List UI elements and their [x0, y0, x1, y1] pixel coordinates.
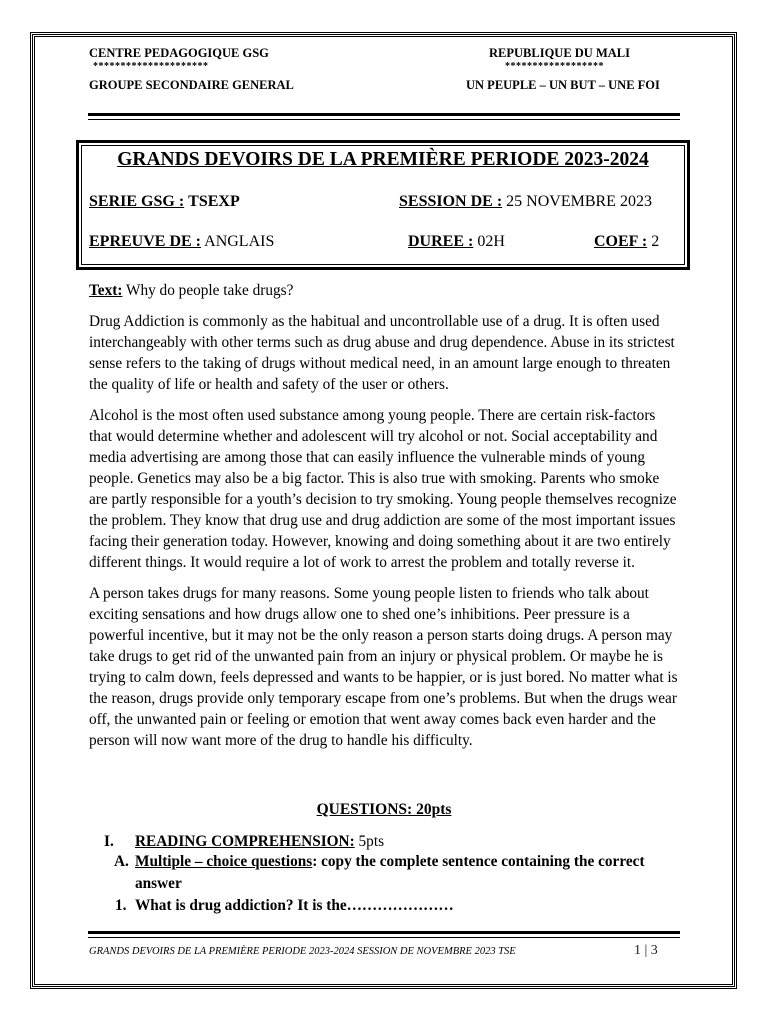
country-motto: UN PEUPLE – UN BUT – UNE FOI: [466, 78, 660, 92]
reading-passage: [89, 311, 681, 761]
footer-rule-thick: [88, 931, 680, 934]
coef-row: [594, 233, 659, 251]
country-stars-divider: ******************: [505, 61, 604, 72]
footer-text: GRANDS DEVOIRS DE LA PREMIÈRE PERIODE 2023-2024 SESSION DE NOVEMBRE 2023 TSE: [89, 946, 516, 957]
header-rule-thick: [88, 113, 680, 116]
text-heading-title: Why do people take drugs?: [126, 282, 294, 299]
serie-row: [89, 193, 240, 211]
school-subtitle: GROUPE SECONDAIRE GENERAL: [89, 78, 294, 92]
exam-info-box: [76, 140, 690, 270]
sub-instruction-continued: answer: [135, 875, 182, 892]
passage-paragraph-2: Alcohol is the most often used substance among young people. There are certain risk-factors that would determine whether and adolescent will try alcohol or not. Social acceptability and media advertising are among those that can easily influence the vulnerable minds of young people. Genetics may also be a big factor. This is also true with smoking. Parents who smoke are partly responsible for a youth’s decision to try smoking. Young people themselves recognize the problem. They know that drug use and drug addiction are some of the most important issues facing their generation today. However, knowing and doing something about it are two entirely different things. It would require a lot of work to arrest the problem and totally reverse it.: [89, 407, 677, 571]
session-row: [399, 193, 652, 211]
question-1-text: What is drug addiction? It is the…………………: [135, 897, 454, 914]
coef-value: 2: [651, 233, 660, 250]
school-name: CENTRE PEDAGOGIQUE GSG: [89, 46, 269, 60]
epreuve-label: EPREUVE DE :: [89, 233, 202, 250]
footer-rule-thin: [88, 937, 680, 938]
epreuve-row: [89, 233, 274, 251]
page-number: 1 | 3: [634, 943, 658, 958]
header-rule-thin: [88, 119, 680, 120]
sub-letter: A.: [114, 853, 129, 870]
session-value: 25 NOVEMBRE 2023: [506, 193, 652, 210]
questions-title: QUESTIONS: 20pts: [316, 801, 452, 818]
sub-heading: [135, 853, 645, 871]
exam-title: GRANDS DEVOIRS DE LA PREMIÈRE PERIODE 2023-2024: [117, 149, 649, 170]
question-1-number: 1.: [115, 897, 127, 914]
coef-label: COEF :: [594, 233, 648, 250]
duree-value: 02H: [477, 233, 505, 250]
country-name: REPUBLIQUE DU MALI: [489, 46, 630, 60]
sub-instruction: : copy the complete sentence containing the correct: [312, 853, 645, 870]
passage-paragraph-1: Drug Addiction is commonly as the habitual and uncontrollable use of a drug. It is often used interchangeably with other terms such as drug abuse and drug dependence. Abuse in its strictest sense refers to the taking of drugs without medical need, in an amount large enough to threaten the quality of life or health and safety of the user or others.: [89, 313, 675, 393]
section-points: 5pts: [358, 833, 385, 850]
duree-row: [408, 233, 505, 251]
text-heading: [89, 280, 681, 301]
section-numeral: I.: [104, 833, 114, 850]
serie-label: SERIE GSG :: [89, 193, 185, 210]
text-heading-label: Text:: [89, 282, 123, 299]
passage-paragraph-3: A person takes drugs for many reasons. Some young people listen to friends who talk about exciting sensations and how drugs allow one to shed one’s inhibitions. Peer pressure is a powerful incentive, but it may not be the only reason a person starts doing drugs. A person may take drugs to get rid of the unwanted pain from an injury or physical problem. Or maybe he is trying to calm down, feels depressed and wants to be happier, or is just bored. No matter what is the reason, drugs provide only temporary escape from one’s problems. But when the drugs wear off, the unwanted pain or feeling or emotion that went away comes back even harder and the person will now want more of the drug to handle his difficulty.: [89, 585, 678, 749]
school-stars-divider: *********************: [93, 61, 209, 72]
serie-value: TSEXP: [188, 193, 240, 210]
duree-label: DUREE :: [408, 233, 474, 250]
section-label: READING COMPREHENSION:: [135, 833, 355, 850]
epreuve-value: ANGLAIS: [204, 233, 275, 250]
session-label: SESSION DE :: [399, 193, 503, 210]
section-heading: [135, 833, 384, 851]
sub-label: Multiple – choice questions: [135, 853, 313, 870]
